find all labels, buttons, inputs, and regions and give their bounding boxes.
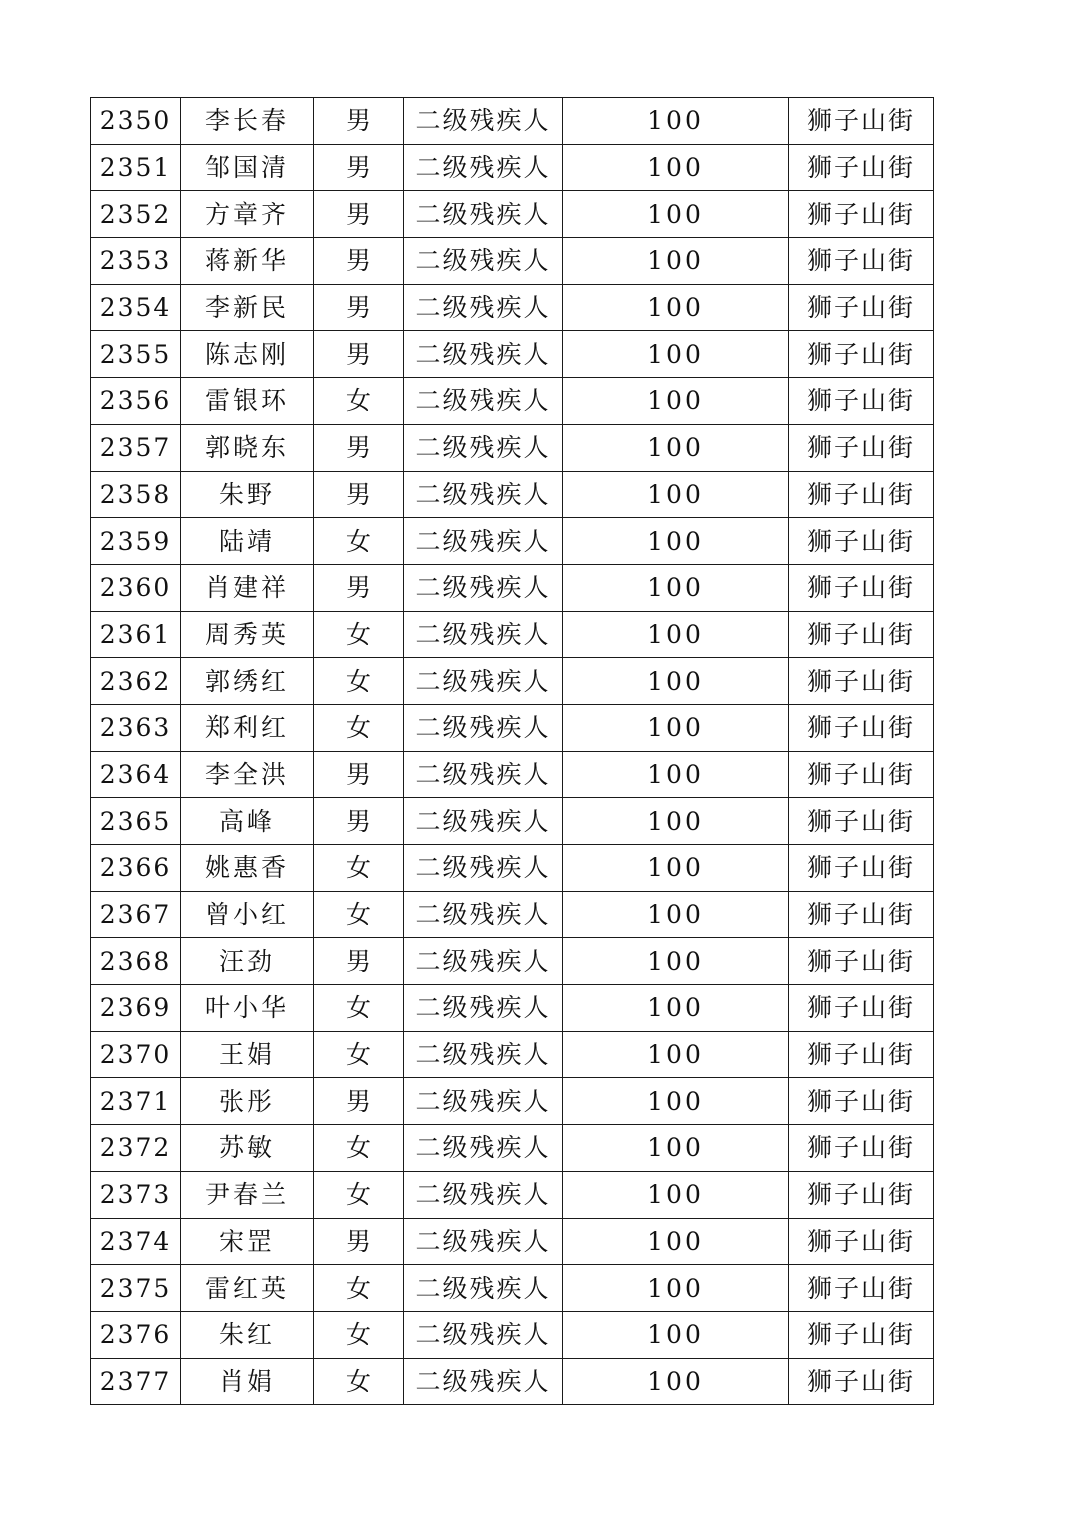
disability-level-cell: 二级残疾人	[404, 1031, 563, 1078]
name-cell: 苏敏	[181, 1125, 314, 1172]
street-cell: 狮子山街	[789, 751, 934, 798]
amount-cell: 100	[563, 1265, 789, 1312]
disability-level-cell: 二级残疾人	[404, 284, 563, 331]
amount-cell: 100	[563, 704, 789, 751]
gender-cell: 女	[314, 658, 404, 705]
disability-level-cell: 二级残疾人	[404, 1171, 563, 1218]
name-cell: 雷红英	[181, 1265, 314, 1312]
table-row	[91, 378, 934, 425]
amount-cell: 100	[563, 1125, 789, 1172]
gender-cell: 男	[314, 1218, 404, 1265]
disability-level-cell: 二级残疾人	[404, 704, 563, 751]
name-cell: 郭绣红	[181, 658, 314, 705]
gender-cell: 男	[314, 938, 404, 985]
gender-cell: 男	[314, 564, 404, 611]
gender-cell: 男	[314, 798, 404, 845]
name-cell: 叶小华	[181, 985, 314, 1032]
table-row	[91, 1078, 934, 1125]
table-row	[91, 238, 934, 285]
amount-cell: 100	[563, 798, 789, 845]
name-cell: 高峰	[181, 798, 314, 845]
roster-table-body	[91, 98, 934, 1405]
street-cell: 狮子山街	[789, 798, 934, 845]
table-row	[91, 331, 934, 378]
street-cell: 狮子山街	[789, 985, 934, 1032]
gender-cell: 女	[314, 1125, 404, 1172]
table-row	[91, 1171, 934, 1218]
street-cell: 狮子山街	[789, 238, 934, 285]
name-cell: 陆靖	[181, 518, 314, 565]
amount-cell: 100	[563, 471, 789, 518]
street-cell: 狮子山街	[789, 611, 934, 658]
amount-cell: 100	[563, 1171, 789, 1218]
amount-cell: 100	[563, 1311, 789, 1358]
amount-cell: 100	[563, 98, 789, 145]
amount-cell: 100	[563, 1031, 789, 1078]
disability-level-cell: 二级残疾人	[404, 938, 563, 985]
disability-level-cell: 二级残疾人	[404, 424, 563, 471]
street-cell: 狮子山街	[789, 658, 934, 705]
street-cell: 狮子山街	[789, 1311, 934, 1358]
gender-cell: 女	[314, 1311, 404, 1358]
amount-cell: 100	[563, 564, 789, 611]
table-row	[91, 564, 934, 611]
gender-cell: 女	[314, 1265, 404, 1312]
row-number-cell: 2377	[91, 1358, 181, 1405]
gender-cell: 女	[314, 891, 404, 938]
row-number-cell: 2372	[91, 1125, 181, 1172]
gender-cell: 女	[314, 378, 404, 425]
table-row	[91, 798, 934, 845]
street-cell: 狮子山街	[789, 1078, 934, 1125]
disability-level-cell: 二级残疾人	[404, 1265, 563, 1312]
gender-cell: 男	[314, 238, 404, 285]
row-number-cell: 2351	[91, 144, 181, 191]
street-cell: 狮子山街	[789, 564, 934, 611]
row-number-cell: 2363	[91, 704, 181, 751]
amount-cell: 100	[563, 611, 789, 658]
disability-level-cell: 二级残疾人	[404, 564, 563, 611]
table-row	[91, 144, 934, 191]
amount-cell: 100	[563, 331, 789, 378]
street-cell: 狮子山街	[789, 1358, 934, 1405]
gender-cell: 男	[314, 331, 404, 378]
street-cell: 狮子山街	[789, 938, 934, 985]
row-number-cell: 2352	[91, 191, 181, 238]
disability-level-cell: 二级残疾人	[404, 144, 563, 191]
disability-level-cell: 二级残疾人	[404, 471, 563, 518]
amount-cell: 100	[563, 378, 789, 425]
row-number-cell: 2359	[91, 518, 181, 565]
amount-cell: 100	[563, 985, 789, 1032]
table-row	[91, 1265, 934, 1312]
row-number-cell: 2362	[91, 658, 181, 705]
amount-cell: 100	[563, 1218, 789, 1265]
name-cell: 朱野	[181, 471, 314, 518]
gender-cell: 男	[314, 191, 404, 238]
row-number-cell: 2366	[91, 845, 181, 892]
table-row	[91, 471, 934, 518]
disability-level-cell: 二级残疾人	[404, 378, 563, 425]
name-cell: 李长春	[181, 98, 314, 145]
name-cell: 郑利红	[181, 704, 314, 751]
disability-level-cell: 二级残疾人	[404, 1125, 563, 1172]
row-number-cell: 2365	[91, 798, 181, 845]
table-row	[91, 751, 934, 798]
street-cell: 狮子山街	[789, 471, 934, 518]
name-cell: 李新民	[181, 284, 314, 331]
disability-level-cell: 二级残疾人	[404, 891, 563, 938]
table-row	[91, 611, 934, 658]
disability-level-cell: 二级残疾人	[404, 1218, 563, 1265]
name-cell: 雷银环	[181, 378, 314, 425]
table-row	[91, 98, 934, 145]
gender-cell: 女	[314, 1358, 404, 1405]
name-cell: 朱红	[181, 1311, 314, 1358]
gender-cell: 男	[314, 98, 404, 145]
row-number-cell: 2360	[91, 564, 181, 611]
amount-cell: 100	[563, 1358, 789, 1405]
gender-cell: 女	[314, 1031, 404, 1078]
gender-cell: 男	[314, 751, 404, 798]
row-number-cell: 2374	[91, 1218, 181, 1265]
roster-table	[90, 97, 934, 1405]
disability-level-cell: 二级残疾人	[404, 1358, 563, 1405]
street-cell: 狮子山街	[789, 284, 934, 331]
row-number-cell: 2357	[91, 424, 181, 471]
row-number-cell: 2356	[91, 378, 181, 425]
name-cell: 汪劲	[181, 938, 314, 985]
amount-cell: 100	[563, 891, 789, 938]
name-cell: 蒋新华	[181, 238, 314, 285]
disability-level-cell: 二级残疾人	[404, 611, 563, 658]
row-number-cell: 2376	[91, 1311, 181, 1358]
disability-level-cell: 二级残疾人	[404, 331, 563, 378]
amount-cell: 100	[563, 191, 789, 238]
disability-level-cell: 二级残疾人	[404, 1078, 563, 1125]
street-cell: 狮子山街	[789, 704, 934, 751]
amount-cell: 100	[563, 751, 789, 798]
amount-cell: 100	[563, 938, 789, 985]
disability-level-cell: 二级残疾人	[404, 98, 563, 145]
street-cell: 狮子山街	[789, 98, 934, 145]
name-cell: 姚惠香	[181, 845, 314, 892]
table-row	[91, 704, 934, 751]
table-row	[91, 518, 934, 565]
gender-cell: 男	[314, 471, 404, 518]
street-cell: 狮子山街	[789, 518, 934, 565]
name-cell: 尹春兰	[181, 1171, 314, 1218]
street-cell: 狮子山街	[789, 1125, 934, 1172]
gender-cell: 女	[314, 845, 404, 892]
street-cell: 狮子山街	[789, 378, 934, 425]
amount-cell: 100	[563, 144, 789, 191]
table-row	[91, 985, 934, 1032]
row-number-cell: 2354	[91, 284, 181, 331]
row-number-cell: 2358	[91, 471, 181, 518]
amount-cell: 100	[563, 518, 789, 565]
name-cell: 曾小红	[181, 891, 314, 938]
street-cell: 狮子山街	[789, 1218, 934, 1265]
gender-cell: 男	[314, 1078, 404, 1125]
row-number-cell: 2353	[91, 238, 181, 285]
name-cell: 郭晓东	[181, 424, 314, 471]
amount-cell: 100	[563, 424, 789, 471]
gender-cell: 男	[314, 424, 404, 471]
amount-cell: 100	[563, 1078, 789, 1125]
row-number-cell: 2364	[91, 751, 181, 798]
row-number-cell: 2370	[91, 1031, 181, 1078]
row-number-cell: 2371	[91, 1078, 181, 1125]
gender-cell: 女	[314, 704, 404, 751]
table-row	[91, 1125, 934, 1172]
street-cell: 狮子山街	[789, 845, 934, 892]
disability-level-cell: 二级残疾人	[404, 658, 563, 705]
table-row	[91, 938, 934, 985]
name-cell: 李全洪	[181, 751, 314, 798]
disability-level-cell: 二级残疾人	[404, 238, 563, 285]
disability-level-cell: 二级残疾人	[404, 191, 563, 238]
disability-level-cell: 二级残疾人	[404, 518, 563, 565]
table-row	[91, 891, 934, 938]
name-cell: 肖娟	[181, 1358, 314, 1405]
amount-cell: 100	[563, 238, 789, 285]
gender-cell: 男	[314, 284, 404, 331]
street-cell: 狮子山街	[789, 144, 934, 191]
name-cell: 王娟	[181, 1031, 314, 1078]
disability-level-cell: 二级残疾人	[404, 798, 563, 845]
row-number-cell: 2368	[91, 938, 181, 985]
gender-cell: 女	[314, 611, 404, 658]
street-cell: 狮子山街	[789, 1171, 934, 1218]
amount-cell: 100	[563, 284, 789, 331]
table-row	[91, 191, 934, 238]
table-row	[91, 1311, 934, 1358]
table-row	[91, 658, 934, 705]
name-cell: 方章齐	[181, 191, 314, 238]
amount-cell: 100	[563, 658, 789, 705]
street-cell: 狮子山街	[789, 891, 934, 938]
gender-cell: 女	[314, 985, 404, 1032]
street-cell: 狮子山街	[789, 331, 934, 378]
disability-level-cell: 二级残疾人	[404, 845, 563, 892]
name-cell: 陈志刚	[181, 331, 314, 378]
name-cell: 邹国清	[181, 144, 314, 191]
disability-level-cell: 二级残疾人	[404, 1311, 563, 1358]
gender-cell: 男	[314, 144, 404, 191]
row-number-cell: 2373	[91, 1171, 181, 1218]
row-number-cell: 2375	[91, 1265, 181, 1312]
disability-level-cell: 二级残疾人	[404, 751, 563, 798]
row-number-cell: 2369	[91, 985, 181, 1032]
row-number-cell: 2367	[91, 891, 181, 938]
table-row	[91, 424, 934, 471]
table-row	[91, 1218, 934, 1265]
row-number-cell: 2350	[91, 98, 181, 145]
street-cell: 狮子山街	[789, 1265, 934, 1312]
name-cell: 张彤	[181, 1078, 314, 1125]
disability-level-cell: 二级残疾人	[404, 985, 563, 1032]
gender-cell: 女	[314, 518, 404, 565]
row-number-cell: 2355	[91, 331, 181, 378]
table-row	[91, 284, 934, 331]
name-cell: 肖建祥	[181, 564, 314, 611]
table-row	[91, 1358, 934, 1405]
amount-cell: 100	[563, 845, 789, 892]
row-number-cell: 2361	[91, 611, 181, 658]
name-cell: 周秀英	[181, 611, 314, 658]
name-cell: 宋罡	[181, 1218, 314, 1265]
table-row	[91, 1031, 934, 1078]
street-cell: 狮子山街	[789, 191, 934, 238]
table-row	[91, 845, 934, 892]
gender-cell: 女	[314, 1171, 404, 1218]
street-cell: 狮子山街	[789, 424, 934, 471]
street-cell: 狮子山街	[789, 1031, 934, 1078]
